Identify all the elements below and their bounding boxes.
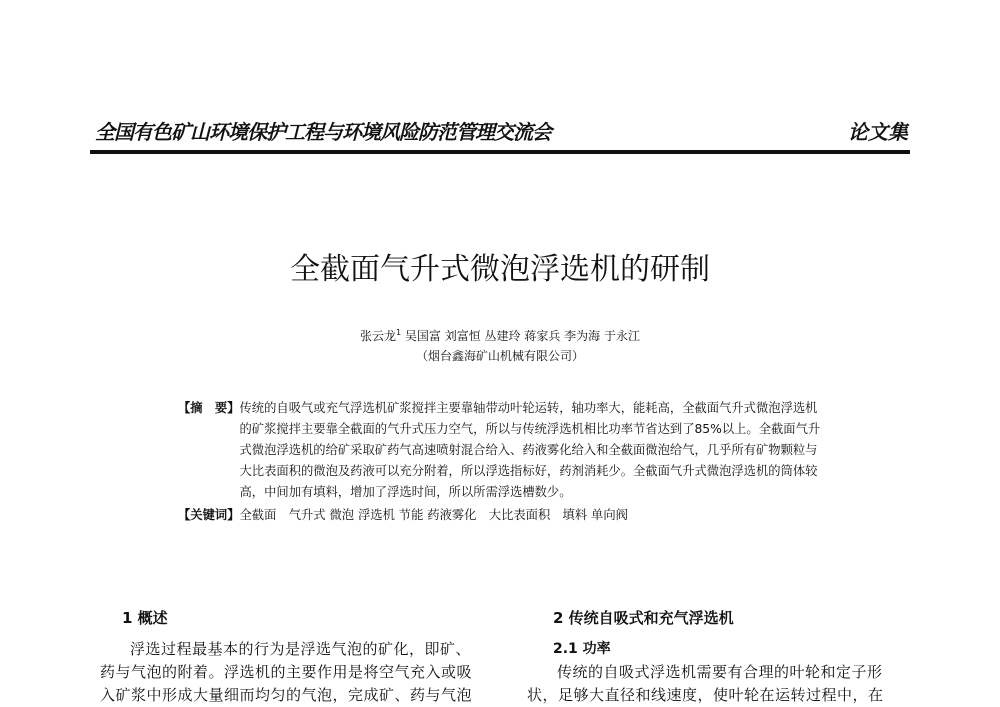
left-column bbox=[100, 607, 480, 707]
first-author: 张云龙 bbox=[359, 329, 396, 343]
collection-label: 论文集 bbox=[848, 120, 908, 144]
abstract-label: 【摘 要】 bbox=[178, 401, 240, 415]
subsection-heading: 2.1 功率 bbox=[553, 641, 611, 657]
body-paragraph: 传统的自吸式浮选机需要有合理的叶轮和定子形状，足够大直径和线速度，使叶轮在运转过程中，在 bbox=[527, 663, 884, 704]
affiliation: （烟台鑫海矿山机械有限公司） bbox=[415, 349, 584, 363]
affiliation-marker: 1 bbox=[396, 328, 402, 337]
keywords bbox=[178, 505, 828, 526]
other-authors: 吴国富 刘富恒 丛建玲 蒋家兵 李为海 于永江 bbox=[404, 329, 640, 343]
front-matter bbox=[178, 398, 828, 526]
paper-title: 全截面气升式微泡浮选机的研制 bbox=[290, 252, 710, 287]
abstract-text: 传统的自吸气或充气浮选机矿浆搅拌主要靠轴带动叶轮运转，轴功率大，能耗高，全截面气升式微泡浮选机的矿浆搅拌主要靠全截面的气升式压力空气，所以与传统浮选机相比功率节省达到了85%以上。全截面气升式微泡浮选机的给矿采取矿药气高速喷射混合给入、药液雾化给入和全截面微泡给气，几乎所有矿物颗粒与大比表面积的微泡及药液可以充分附着，所以浮选指标好，药剂消耗少。全截面气升式微泡浮选机的筒体较高，中间加有填料，增加了浮选时间，所以所需浮选槽数少。 bbox=[239, 401, 821, 499]
keywords-text: 全截面 气升式 微泡 浮选机 节能 药液雾化 大比表面积 填料 单向阀 bbox=[239, 508, 628, 522]
section-heading: 1 概述 bbox=[122, 609, 168, 627]
body-paragraph: 浮选过程最基本的行为是浮选气泡的矿化，即矿、药与气泡的附着。浮选机的主要作用是将空气充入或吸入矿浆中形成大量细而均匀的气泡，完成矿、药与气泡 bbox=[100, 640, 473, 704]
keywords-label: 【关键词】 bbox=[178, 508, 240, 522]
header-rule bbox=[90, 150, 910, 154]
section-heading: 2 传统自吸式和充气浮选机 bbox=[553, 609, 734, 627]
conference-header: 全国有色矿山环境保护工程与环境风险防范管理交流会 bbox=[95, 120, 551, 144]
authors bbox=[0, 327, 1000, 344]
right-column bbox=[527, 607, 907, 707]
abstract bbox=[178, 398, 828, 503]
